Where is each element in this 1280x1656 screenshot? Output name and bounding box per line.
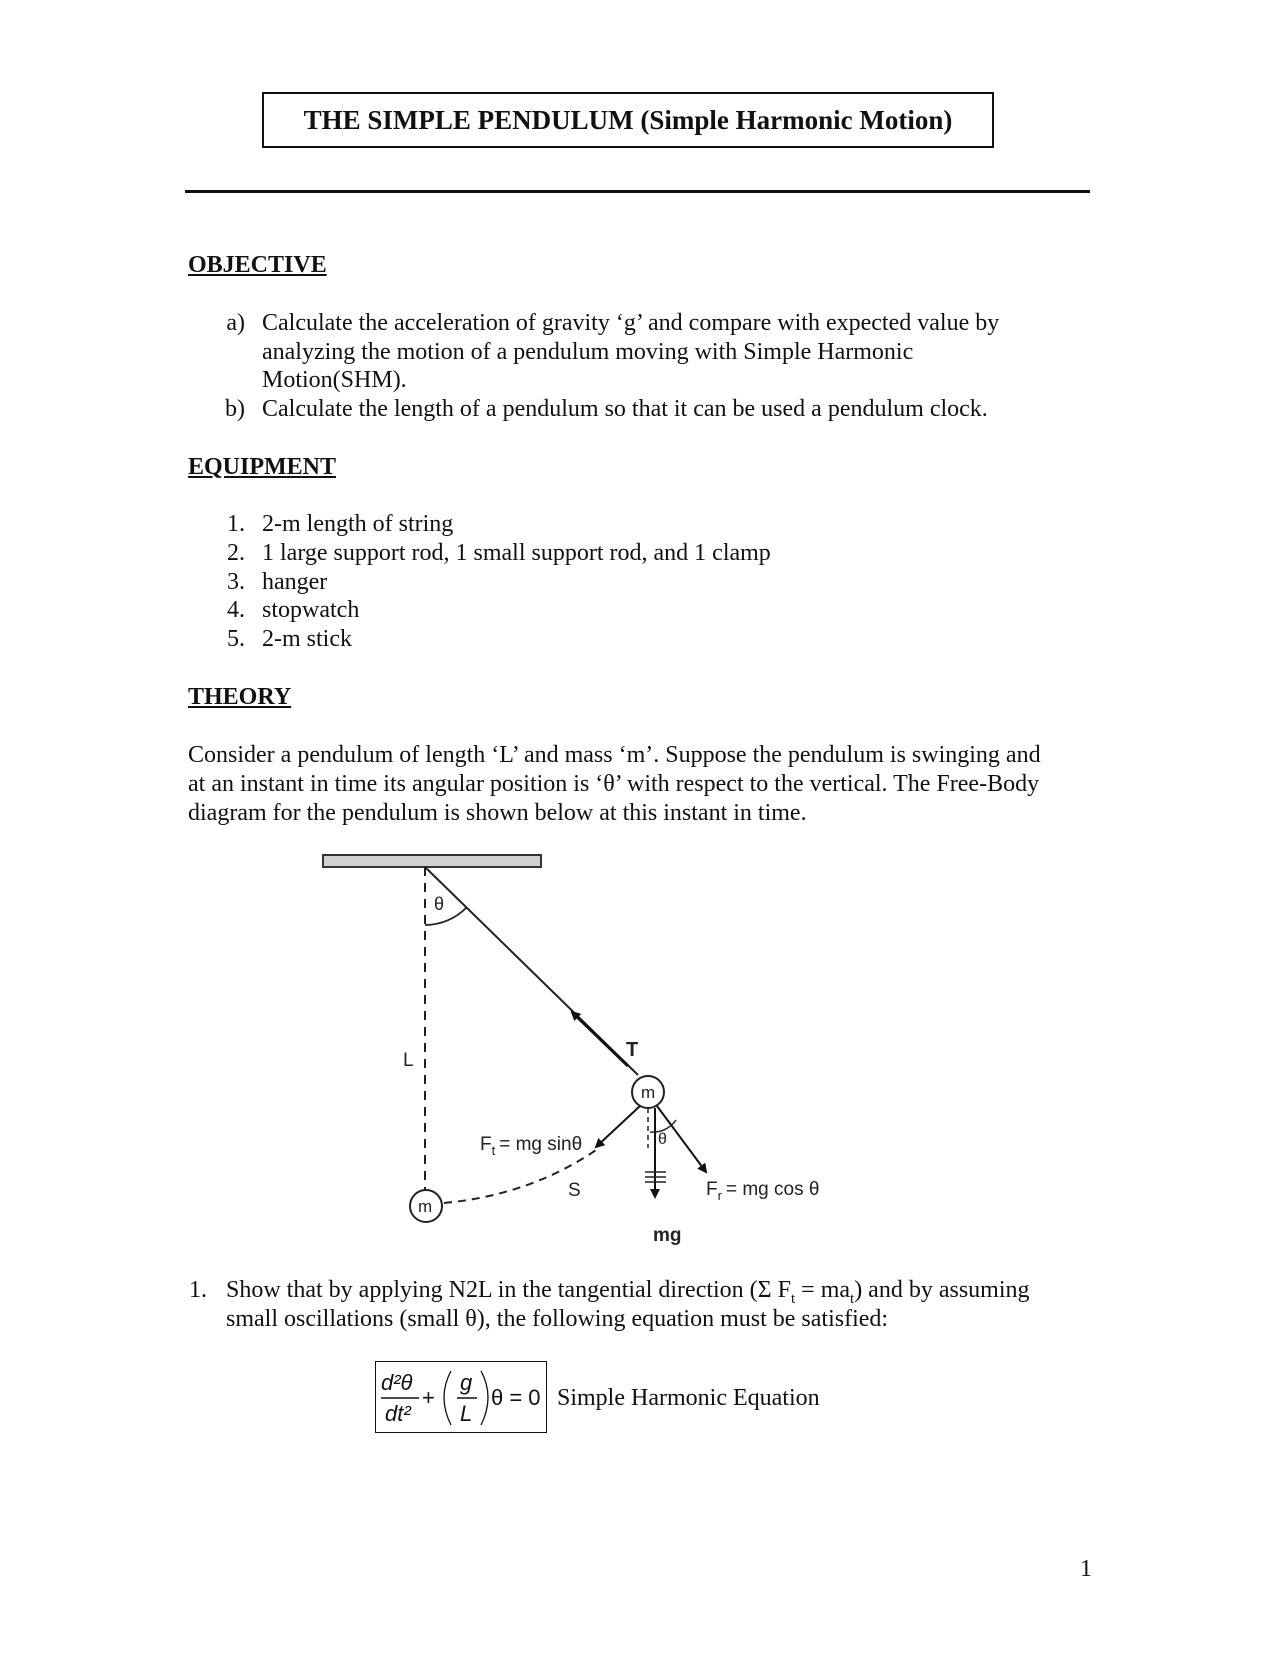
equation-right-paren xyxy=(481,1371,488,1425)
question-1-sub-1: t xyxy=(790,1290,796,1307)
length-label: L xyxy=(403,1050,414,1071)
objective-a-line3: Motion(SHM). xyxy=(262,367,407,393)
question-1-text-a: Show that by applying N2L in the tangential direction (Σ F xyxy=(226,1277,791,1303)
equation-plus: + xyxy=(422,1385,435,1410)
equation-left-paren xyxy=(444,1371,451,1425)
pivot-theta-label: θ xyxy=(434,894,445,914)
objective-label-a: a) xyxy=(226,310,245,336)
equipment-label-3: 3. xyxy=(227,569,245,595)
equation-denominator: dt² xyxy=(385,1401,411,1426)
bob-theta-label: θ xyxy=(658,1131,667,1148)
page-number: 1 xyxy=(1080,1556,1092,1582)
radial-force-label: $F_r$ = mg cos θ xyxy=(706,1179,820,1203)
objective-b-line1: Calculate the length of a pendulum so that it can be used a pendulum clock. xyxy=(262,396,988,422)
equipment-item-1: 2-m length of string xyxy=(262,511,454,537)
objective-a-line2: analyzing the motion of a pendulum moving with Simple Harmonic xyxy=(262,339,914,365)
equipment-label-1: 1. xyxy=(227,511,245,537)
simple-harmonic-equation xyxy=(375,1361,547,1433)
equipment-label-4: 4. xyxy=(227,597,245,623)
bob-mass-label: m xyxy=(641,1083,656,1102)
tangential-force-label: $F_t$ = mg sinθ xyxy=(480,1134,583,1158)
objective-a-line1: Calculate the acceleration of gravity ‘g’ and compare with expected value by xyxy=(262,310,1000,336)
equipment-heading: EQUIPMENT xyxy=(188,454,337,480)
theory-line-2: at an instant in time its angular position is ‘θ’ with respect to the vertical. The Free-Body xyxy=(188,771,1040,797)
tangential-force-arrow xyxy=(596,1106,640,1147)
page-title-text: THE SIMPLE PENDULUM (Simple Harmonic Motion) xyxy=(303,104,953,135)
rest-bob-mass-label: m xyxy=(418,1197,433,1216)
equipment-label-2: 2. xyxy=(227,540,245,566)
tension-label: T xyxy=(626,1039,639,1061)
equipment-item-3: hanger xyxy=(262,569,328,595)
pivot-angle-arc xyxy=(425,908,466,925)
equation-g: g xyxy=(460,1370,473,1395)
equation-numerator: d²θ xyxy=(381,1370,413,1395)
ceiling-support xyxy=(323,855,541,867)
equipment-label-5: 5. xyxy=(227,626,245,652)
arc-length-label: S xyxy=(568,1180,581,1201)
question-1-text-b: = ma xyxy=(795,1277,851,1303)
theory-line-3: diagram for the pendulum is shown below at this instant in time. xyxy=(188,800,807,826)
weight-label: mg xyxy=(653,1225,682,1246)
tension-arrow xyxy=(572,1012,628,1066)
objective-heading: OBJECTIVE xyxy=(188,252,327,278)
objective-label-b: b) xyxy=(225,396,245,422)
theory-line-1: Consider a pendulum of length ‘L’ and mass ‘m’. Suppose the pendulum is swinging and xyxy=(188,742,1041,768)
question-1-text-c: ) and by assuming xyxy=(854,1277,1030,1303)
question-1-label: 1. xyxy=(189,1277,207,1303)
question-1-line-2: small oscillations (small θ), the following equation must be satisfied: xyxy=(226,1306,889,1332)
equipment-item-5: 2-m stick xyxy=(262,626,352,652)
theory-heading: THEORY xyxy=(188,684,292,710)
equation-caption: Simple Harmonic Equation xyxy=(557,1385,820,1411)
equation-L: L xyxy=(460,1401,473,1426)
equipment-item-2: 1 large support rod, 1 small support rod, and 1 clamp xyxy=(262,540,771,566)
equation-rhs: θ = 0 xyxy=(491,1385,541,1410)
equipment-item-4: stopwatch xyxy=(262,597,360,623)
question-1-sub-2: t xyxy=(850,1290,855,1307)
